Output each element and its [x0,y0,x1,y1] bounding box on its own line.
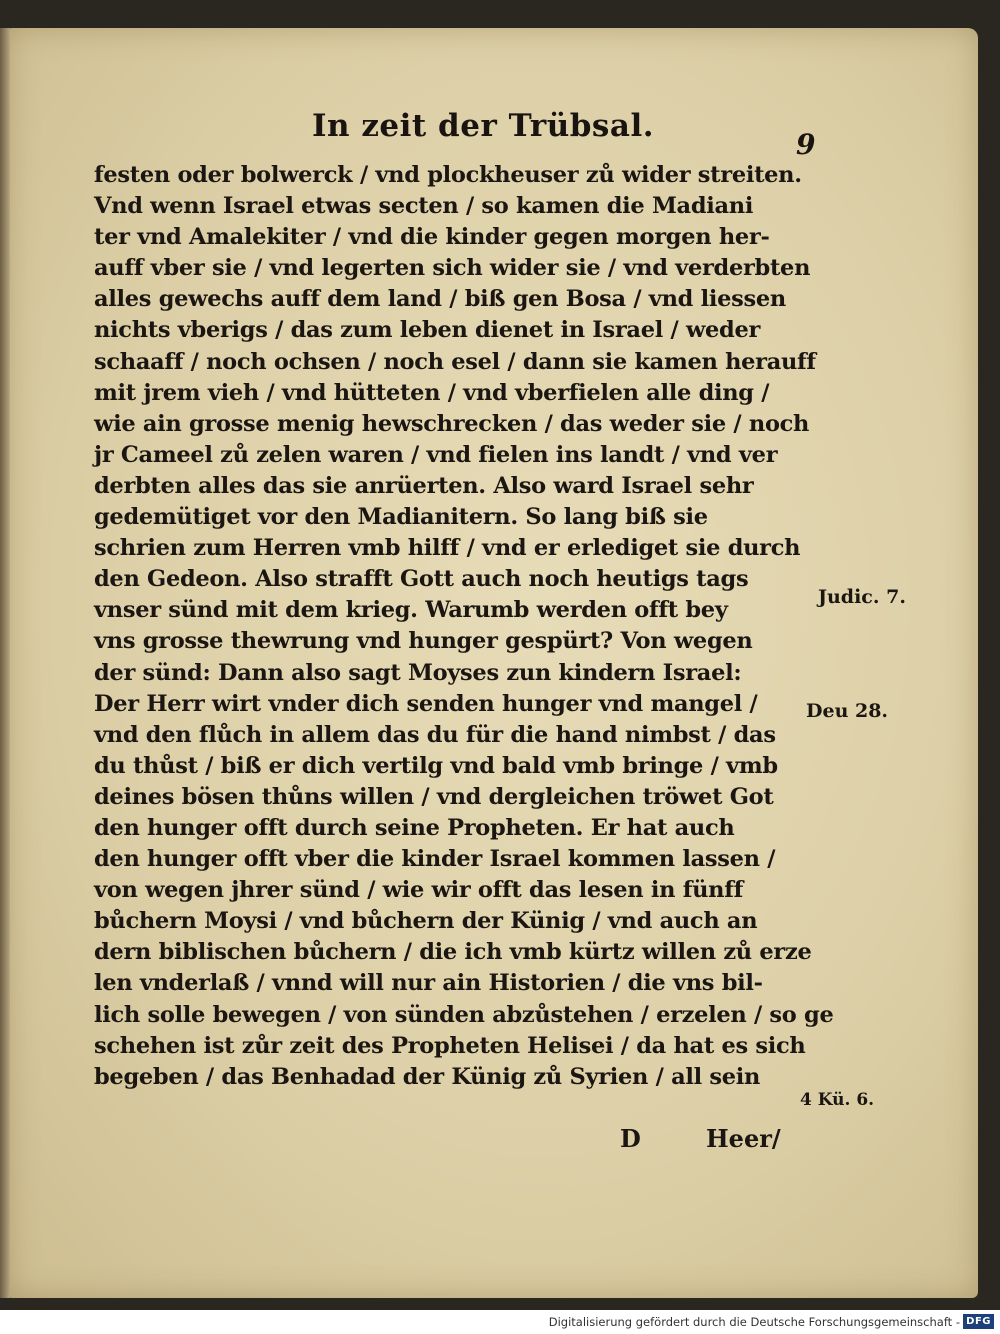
funding-credit: Digitalisierung gefördert durch die Deutsche Forschungsgemeinschaft - [548,1315,960,1329]
text-line: den Gedeon. Also strafft Gott auch noch heutigs tags [94,566,749,593]
text-line: wie ain grosse menig hewschrecken / das weder sie / noch [94,410,810,437]
folio-number: 9 [796,128,816,161]
running-head-title: In zeit der Trübsal. [312,108,655,144]
signature-mark: D [620,1124,641,1153]
dfg-logo-icon: DFG [963,1314,994,1329]
text-line: begeben / das Benhadad der Künig zů Syrien / all sein [94,1063,761,1090]
marginal-note-kon: 4 Kü. 6. [800,1090,875,1110]
text-line: len vnderlaß / vnnd will nur ain Historien / die vns bil- [94,970,763,997]
text-line: du thůst / biß er dich vertilg vnd bald vmb bringe / vmb [94,752,778,779]
text-line: festen oder bolwerck / vnd plockheuser zů wider streiten. [94,162,802,188]
text-line: Der Herr wirt vnder dich senden hunger vnd mangel / [94,690,758,717]
footer-bar [0,1310,1000,1334]
text-line: alles gewechs auff dem land / biß gen Bosa / vnd liessen [94,286,786,313]
text-line: mit jrem vieh / vnd hütteten / vnd vberfielen alle ding / [94,379,770,406]
text-line: gedemütiget vor den Madianitern. So lang biß sie [94,504,708,531]
body-text-block [94,160,834,1093]
text-line: den hunger offt vber die kinder Israel kommen lassen / [94,846,776,873]
text-line: den hunger offt durch seine Propheten. Er hat auch [94,814,735,841]
text-line: lich solle bewegen / von sünden abzůstehen / erzelen / so ge [94,1001,834,1028]
text-line: vns grosse thewrung vnd hunger gespürt? Von wegen [94,628,753,655]
text-line: deines bösen thůns willen / vnd dergleichen tröwet Got [94,783,774,810]
text-line: nichts vberigs / das zum leben dienet in Israel / weder [94,317,761,344]
text-line: schehen ist zůr zeit des Propheten Helisei / da hat es sich [94,1032,806,1059]
text-line: auff vber sie / vnd legerten sich wider sie / vnd verderbten [94,255,811,282]
text-line: derbten alles das sie anrüerten. Also ward Israel sehr [94,472,754,499]
text-line: vnd den flůch in allem das du für die hand nimbst / das [94,721,776,748]
text-line: schaaff / noch ochsen / noch esel / dann sie kamen herauff [94,348,816,375]
marginal-note-judic: Judic. 7. [818,586,906,608]
text-line: der sünd: Dann also sagt Moyses zun kindern Israel: [94,659,742,686]
marginal-note-deu: Deu 28. [806,700,889,722]
text-line: dern biblischen bůchern / die ich vmb kürtz willen zů erze [94,939,812,966]
text-line: jr Cameel zů zelen waren / vnd fielen ins landt / vnd ver [94,441,778,468]
text-line: schrien zum Herren vmb hilff / vnd er erlediget sie durch [94,535,801,562]
text-line: bůchern Moysi / vnd bůchern der Künig / vnd auch an [94,908,758,935]
text-line: Vnd wenn Israel etwas secten / so kamen die Madiani [94,193,754,220]
catchword: Heer/ [706,1124,781,1153]
text-line: vnser sünd mit dem krieg. Warumb werden offt bey [94,597,728,624]
text-line: ter vnd Amalekiter / vnd die kinder gegen morgen her- [94,224,770,251]
page-edge [0,28,10,1298]
text-line: von wegen jhrer sünd / wie wir offt das lesen in fünff [94,877,743,904]
